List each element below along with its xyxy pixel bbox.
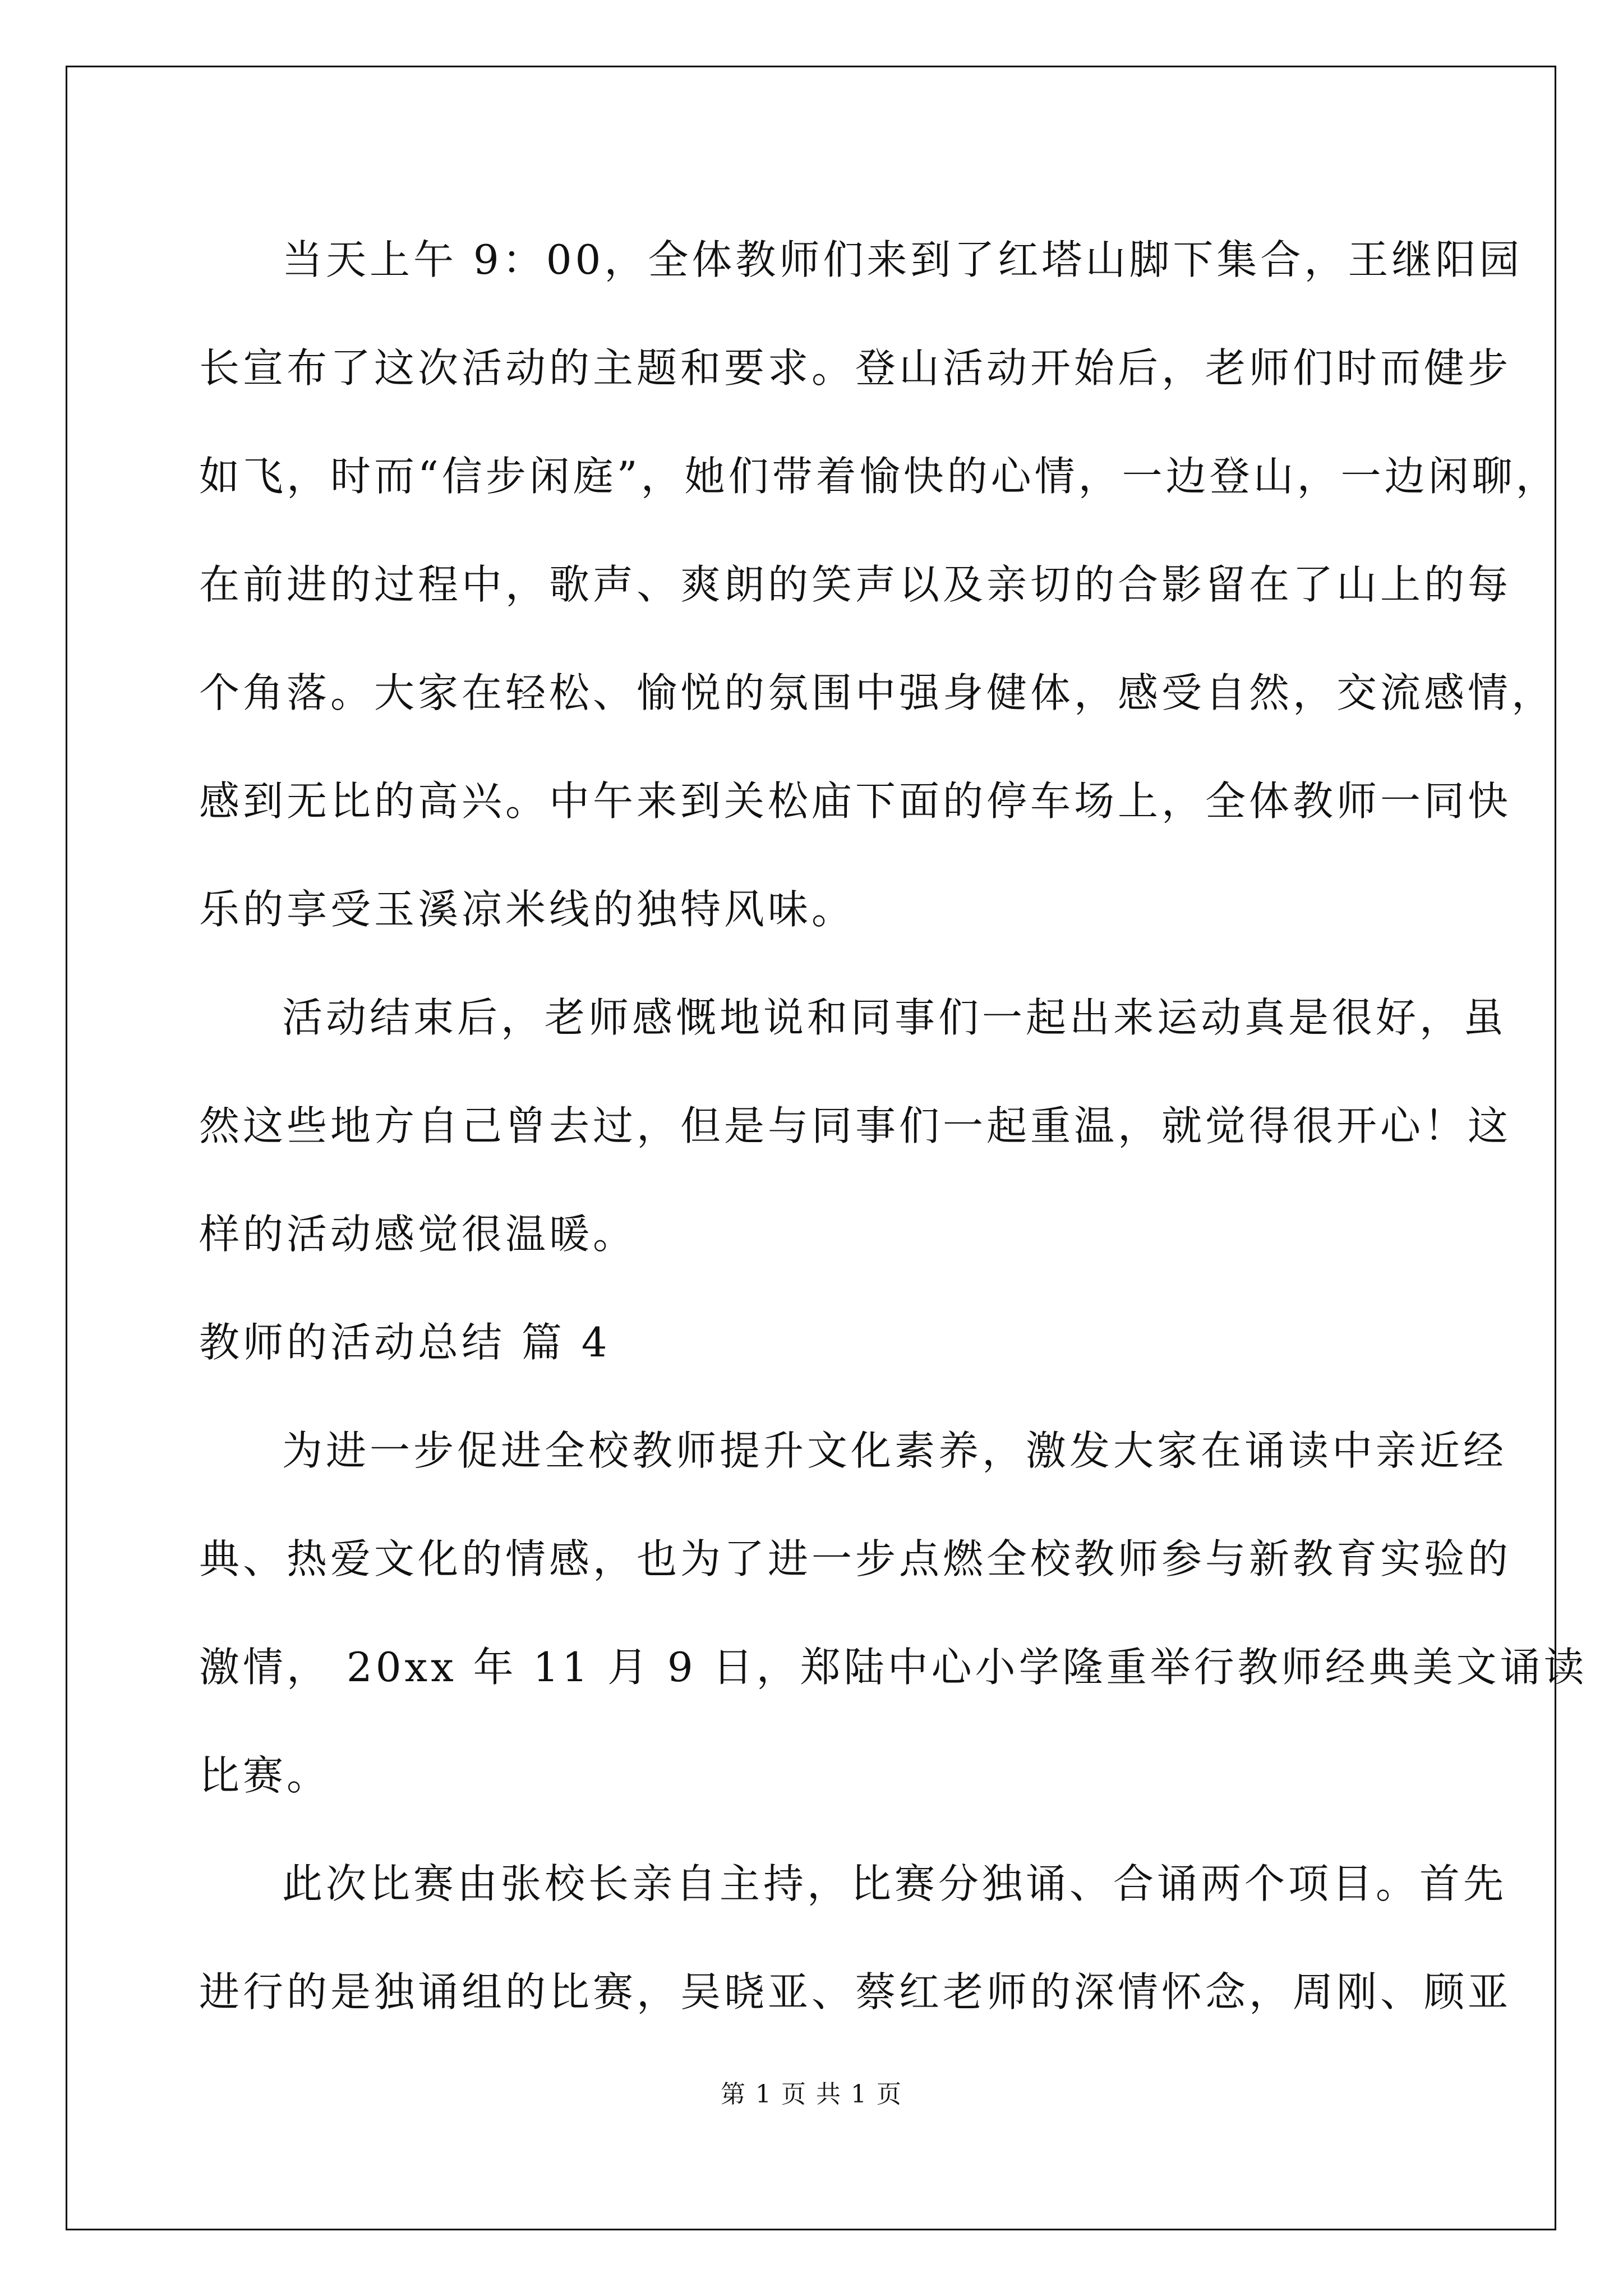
paragraph-3-line-2: 典、热爱文化的情感，也为了进一步点燃全校教师参与新教育实验的 [199, 1535, 1512, 1582]
paragraph-1-line-7: 乐的享受玉溪凉米线的独特风味。 [199, 886, 856, 933]
paragraph-4-line-1: 此次比赛由张校长亲自主持，比赛分独诵、合诵两个项目。首先 [282, 1860, 1507, 1907]
section-heading: 教师的活动总结 篇 4 [199, 1319, 611, 1366]
paragraph-3-line-4: 比赛。 [199, 1752, 331, 1799]
paragraph-3-line-1: 为进一步促进全校教师提升文化素养，激发大家在诵读中亲近经 [282, 1427, 1507, 1474]
paragraph-1-line-5: 个角落。大家在轻松、愉悦的氛围中强身健体，感受自然，交流感情， [199, 669, 1556, 716]
paragraph-1-line-3: 如飞，时而“信步闲庭”，她们带着愉快的心情，一边登山，一边闲聊， [199, 453, 1560, 500]
paragraph-1-line-2: 长宣布了这次活动的主题和要求。登山活动开始后，老师们时而健步 [199, 344, 1512, 392]
paragraph-2-line-3: 样的活动感觉很温暖。 [199, 1211, 637, 1258]
paragraph-1-line-4: 在前进的过程中，歌声、爽朗的笑声以及亲切的合影留在了山上的每 [199, 561, 1512, 608]
paragraph-2-line-1: 活动结束后，老师感慨地说和同事们一起出来运动真是很好，虽 [282, 994, 1507, 1041]
paragraph-3-line-3: 激情， 20xx 年 11 月 9 日，郑陆中心小学隆重举行教师经典美文诵读 [199, 1644, 1588, 1691]
paragraph-1-line-6: 感到无比的高兴。中午来到关松庙下面的停车场上，全体教师一同快 [199, 777, 1512, 825]
paragraph-4-line-2: 进行的是独诵组的比赛，吴晓亚、蔡红老师的深情怀念，周刚、顾亚 [199, 1968, 1512, 2016]
page-number: 第 1 页 共 1 页 [721, 2080, 902, 2109]
paragraph-1-line-1: 当天上午 9：00，全体教师们来到了红塔山脚下集合，王继阳园 [282, 236, 1523, 283]
paragraph-2-line-2: 然这些地方自己曾去过，但是与同事们一起重温，就觉得很开心！这 [199, 1102, 1512, 1149]
